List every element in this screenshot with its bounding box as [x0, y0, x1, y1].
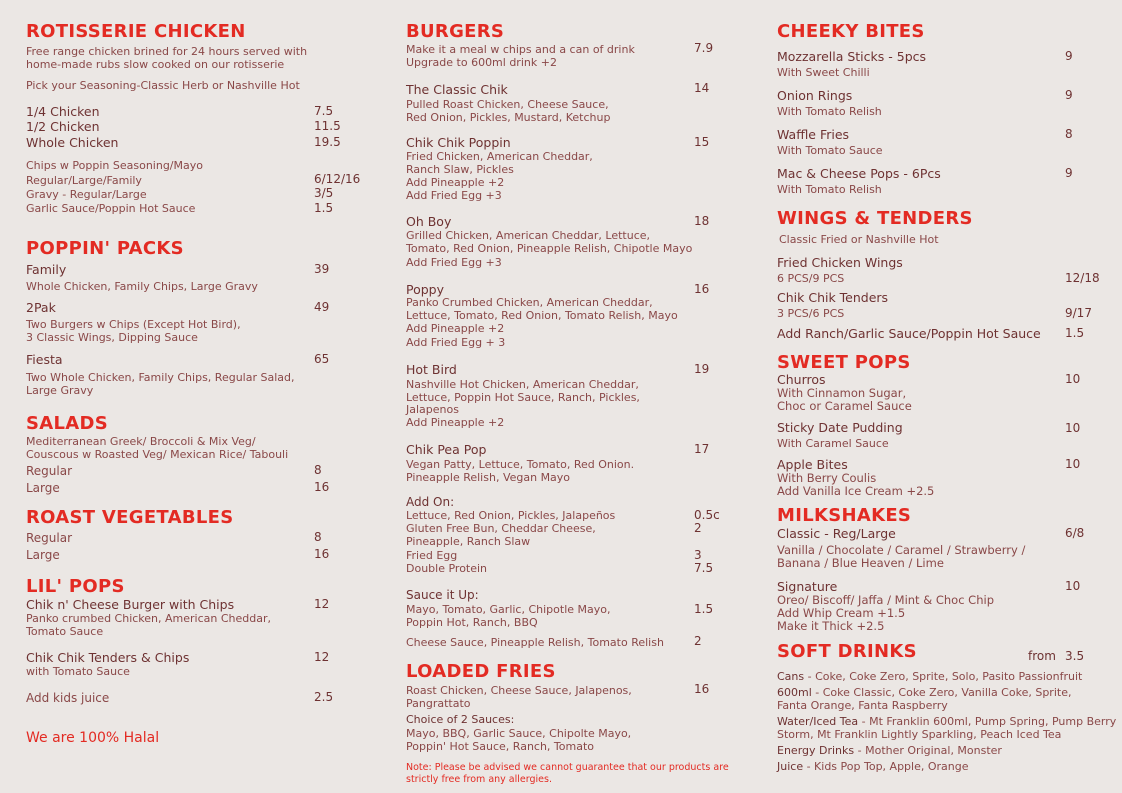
- sweet-pops-heading: SWEET POPS: [777, 352, 911, 373]
- drinks-category: Juice: [777, 760, 804, 773]
- menu-item-desc: With Cinnamon Sugar,: [777, 386, 907, 400]
- menu-item-desc: Poppin' Hot Sauce, Ranch, Tomato: [406, 740, 595, 753]
- menu-item-desc: Two Whole Chicken, Family Chips, Regular Salad,: [26, 371, 295, 384]
- side-item-price: 3/5: [314, 186, 334, 200]
- halal-notice: We are 100% Halal: [26, 730, 160, 746]
- menu-item-name: Mozzarella Sticks - 5pcs: [777, 49, 927, 64]
- menu-item-addon: Add Vanilla Ice Cream +2.5: [777, 484, 935, 498]
- drinks-list: - Coke, Coke Zero, Sprite, Solo, Pasito Passionfruit: [804, 670, 1083, 683]
- menu-item-name: 1/4 Chicken: [26, 104, 100, 119]
- menu-item-price: 16: [314, 547, 330, 561]
- side-item-name: Gravy - Regular/Large: [26, 188, 147, 201]
- drinks-line: Fanta Orange, Fanta Raspberry: [777, 699, 948, 712]
- menu-item-price: 17: [694, 442, 710, 456]
- drinks-list: - Coke Classic, Coke Zero, Vanilla Coke, Sprite,: [811, 686, 1072, 699]
- menu-item-name: Whole Chicken: [26, 135, 119, 150]
- menu-item-addon: Add Fried Egg +3: [406, 256, 502, 269]
- sauce-item: Poppin Hot, Ranch, BBQ: [406, 616, 538, 629]
- menu-item-price: 10: [1065, 372, 1081, 386]
- menu-item-desc: Panko Crumbed Chicken, American Cheddar,: [406, 296, 653, 309]
- drinks-list: - Mother Original, Monster: [854, 744, 1002, 757]
- menu-item-desc: With Sweet Chilli: [777, 66, 870, 79]
- drinks-line: [777, 760, 969, 773]
- add-on-price: 2: [694, 521, 702, 535]
- menu-item-name: 1/2 Chicken: [26, 119, 100, 134]
- menu-item-name: Churros: [777, 372, 826, 387]
- drinks-category: Cans: [777, 670, 805, 683]
- menu-item-desc: Mayo, BBQ, Garlic Sauce, Chipolte Mayo,: [406, 727, 632, 740]
- menu-item-name: Family: [26, 262, 67, 277]
- drinks-line: [777, 670, 1082, 683]
- add-on-price: 0.5c: [694, 508, 720, 522]
- add-on-price: 7.5: [694, 561, 714, 575]
- menu-item-price: 19: [694, 362, 710, 376]
- menu-item-desc: Tomato, Red Onion, Pineapple Relish, Chipotle Mayo: [406, 242, 693, 255]
- menu-item-price: 9: [1065, 88, 1073, 102]
- meal-upgrade-text: Upgrade to 600ml drink +2: [406, 56, 557, 69]
- menu-item-name: Chik Pea Pop: [406, 442, 487, 457]
- allergy-note: strictly free from any allergies.: [406, 774, 552, 785]
- drinks-line: Storm, Mt Franklin Lightly Sparkling, Peach Iced Tea: [777, 728, 1062, 741]
- poppin-packs-heading: POPPIN' PACKS: [26, 238, 184, 259]
- menu-item-desc: With Tomato Sauce: [777, 144, 883, 157]
- sauce-item: Cheese Sauce, Pineapple Relish, Tomato Relish: [406, 636, 664, 649]
- salads-desc: Mediterranean Greek/ Broccoli & Mix Veg/: [26, 435, 256, 448]
- drinks-category: Water/Iced Tea: [777, 715, 859, 728]
- roast-vegetables-heading: ROAST VEGETABLES: [26, 507, 234, 528]
- menu-item-name: Regular: [26, 464, 73, 478]
- menu-item-name: Fiesta: [26, 352, 63, 367]
- menu-item-price: 10: [1065, 457, 1081, 471]
- menu-item-desc: Pineapple Relish, Vegan Mayo: [406, 471, 571, 484]
- seasoning-text: Pick your Seasoning-Classic Herb or Nashville Hot: [26, 79, 300, 92]
- menu-item-name: Large: [26, 548, 60, 562]
- menu-item-price: 10: [1065, 579, 1081, 593]
- add-on-item: Pineapple, Ranch Slaw: [406, 535, 531, 548]
- menu-item-desc: With Caramel Sauce: [777, 437, 889, 450]
- menu-item-price: 8: [314, 463, 322, 477]
- menu-item-addon: Add Fried Egg +3: [406, 189, 502, 202]
- rotisserie-desc: Free range chicken brined for 24 hours served with: [26, 45, 308, 58]
- menu-item-price: 65: [314, 352, 330, 366]
- add-on-item: Fried Egg: [406, 549, 458, 562]
- menu-item-price: 19.5: [314, 135, 341, 149]
- drinks-list: - Kids Pop Top, Apple, Orange: [803, 760, 969, 773]
- menu-item-name: Regular: [26, 531, 73, 545]
- menu-item-addon: Add Pineapple +2: [406, 322, 505, 335]
- menu-item-price: 9: [1065, 166, 1073, 180]
- menu-item-price: 12/18: [1065, 271, 1100, 285]
- rotisserie-desc: home-made rubs slow cooked on our rotisserie: [26, 58, 285, 71]
- menu-item-desc: With Tomato Relish: [777, 105, 882, 118]
- menu-item-desc: Panko crumbed Chicken, American Cheddar,: [26, 612, 271, 625]
- drinks-category: 600ml: [777, 686, 812, 699]
- menu-item-price: 11.5: [314, 119, 341, 133]
- add-on-item: Gluten Free Bun, Cheddar Cheese,: [406, 522, 596, 535]
- menu-item-price: 7.5: [314, 104, 334, 118]
- menu-item-desc: Large Gravy: [26, 384, 94, 397]
- menu-item-price: 10: [1065, 421, 1081, 435]
- allergy-note: Note: Please be advised we cannot guarantee that our products are: [406, 762, 729, 773]
- soft-drinks-heading: SOFT DRINKS: [777, 641, 917, 662]
- lil-pops-heading: LIL' POPS: [26, 576, 125, 597]
- menu-item-desc: With Berry Coulis: [777, 471, 877, 485]
- side-item-name: Regular/Large/Family: [26, 174, 142, 187]
- menu-item-price: 18: [694, 214, 710, 228]
- salads-heading: SALADS: [26, 413, 109, 434]
- menu-item-desc: Ranch Slaw, Pickles: [406, 163, 514, 176]
- menu-item-desc: Nashville Hot Chicken, American Cheddar,: [406, 378, 639, 391]
- wings-subtitle: Classic Fried or Nashville Hot: [779, 233, 939, 246]
- menu-item-price: 8: [314, 530, 322, 544]
- menu-item-desc: Lettuce, Tomato, Red Onion, Tomato Relish, Mayo: [406, 309, 678, 322]
- menu-item-price: 16: [694, 282, 710, 296]
- drinks-list: - Mt Franklin 600ml, Pump Spring, Pump Berry: [858, 715, 1117, 728]
- side-item-price: 1.5: [314, 201, 334, 215]
- add-on-item: Lettuce, Red Onion, Pickles, Jalapeños: [406, 509, 616, 522]
- menu-item-desc: Roast Chicken, Cheese Sauce, Jalapenos,: [406, 684, 632, 697]
- loaded-fries-heading: LOADED FRIES: [406, 661, 556, 682]
- menu-item-desc: Banana / Blue Heaven / Lime: [777, 556, 944, 570]
- menu-item-price: 14: [694, 81, 710, 95]
- menu-item-name: The Classic Chik: [406, 82, 508, 97]
- menu-item-desc: Two Burgers w Chips (Except Hot Bird),: [26, 318, 241, 331]
- menu-item-desc: Whole Chicken, Family Chips, Large Gravy: [26, 280, 258, 293]
- wings-tenders-heading: WINGS & TENDERS: [777, 208, 973, 229]
- soft-drinks-from: from: [1028, 649, 1056, 663]
- menu-item-name: Apple Bites: [777, 457, 848, 472]
- menu-item-name: Onion Rings: [777, 88, 853, 103]
- cheeky-bites-heading: CHEEKY BITES: [777, 21, 925, 42]
- menu-item-price: 6/8: [1065, 526, 1085, 540]
- menu-item-price: 12: [314, 597, 330, 611]
- menu-item-addon: Add Fried Egg + 3: [406, 336, 506, 349]
- menu-item-price: 9: [1065, 49, 1073, 63]
- side-item-name: Garlic Sauce/Poppin Hot Sauce: [26, 202, 196, 215]
- menu-item-desc: Pulled Roast Chicken, Cheese Sauce,: [406, 98, 609, 111]
- menu-item-addon: Add Pineapple +2: [406, 176, 505, 189]
- side-item-price: 6/12/16: [314, 172, 361, 186]
- menu-item-desc: With Tomato Relish: [777, 183, 882, 196]
- menu-item-price: 16: [314, 480, 330, 494]
- menu-item-desc: Jalapenos: [406, 403, 459, 416]
- menu-item-name: Oh Boy: [406, 214, 452, 229]
- menu-item-addon: Add Pineapple +2: [406, 416, 505, 429]
- menu-item-name: Add Ranch/Garlic Sauce/Poppin Hot Sauce: [777, 326, 1041, 341]
- menu-item-desc: with Tomato Sauce: [26, 665, 130, 678]
- drinks-line: [777, 686, 1071, 699]
- add-on-price: 3: [694, 548, 702, 562]
- menu-item-desc: Tomato Sauce: [26, 625, 104, 638]
- menu-item-desc: Pangrattato: [406, 697, 471, 710]
- drinks-line: [777, 715, 1116, 728]
- soft-drinks-price: 3.5: [1065, 649, 1085, 663]
- drinks-line: [777, 744, 1002, 757]
- menu-item-desc: Lettuce, Poppin Hot Sauce, Ranch, Pickles,: [406, 391, 640, 404]
- menu-item-desc: Fried Chicken, American Cheddar,: [406, 150, 593, 163]
- menu-item-price: 2.5: [314, 690, 334, 704]
- sauce-price: 1.5: [694, 602, 714, 616]
- menu-item-name: Chik Chik Tenders: [777, 290, 889, 305]
- menu-item-price: 12: [314, 650, 330, 664]
- menu-item-price: 39: [314, 262, 330, 276]
- menu-item-addon: Make it Thick +2.5: [777, 619, 885, 633]
- menu-item-name: Poppy: [406, 282, 445, 297]
- menu-item-desc: 3 PCS/6 PCS: [777, 307, 845, 320]
- menu-item-desc: Vegan Patty, Lettuce, Tomato, Red Onion.: [406, 458, 635, 471]
- sauce-choice-heading: Choice of 2 Sauces:: [406, 713, 515, 726]
- menu-item-name: Classic - Reg/Large: [777, 526, 896, 541]
- menu-item-price: 8: [1065, 127, 1073, 141]
- menu-item-desc: Choc or Caramel Sauce: [777, 399, 912, 413]
- menu-item-desc: Grilled Chicken, American Cheddar, Lettuce,: [406, 229, 651, 242]
- menu-item-name: Large: [26, 481, 60, 495]
- meal-upgrade-text: Make it a meal w chips and a can of drink: [406, 43, 635, 56]
- menu-item-name: Chik n' Cheese Burger with Chips: [26, 597, 235, 612]
- menu-item-addon: Add Whip Cream +1.5: [777, 606, 906, 620]
- menu-item-name: Signature: [777, 579, 838, 594]
- sauce-price: 2: [694, 634, 702, 648]
- menu-item-desc: 3 Classic Wings, Dipping Sauce: [26, 331, 198, 344]
- menu-item-desc: Red Onion, Pickles, Mustard, Ketchup: [406, 111, 611, 124]
- drinks-category: Energy Drinks: [777, 744, 855, 757]
- menu-item-price: 7.9: [694, 41, 714, 55]
- menu-item-desc: Oreo/ Biscoff/ Jaffa / Mint & Choc Chip: [777, 593, 994, 607]
- milkshakes-heading: MILKSHAKES: [777, 505, 912, 526]
- rotisserie-heading: ROTISSERIE CHICKEN: [26, 21, 246, 42]
- menu-item-name: Sticky Date Pudding: [777, 420, 903, 435]
- menu-item-name: 2Pak: [26, 300, 56, 315]
- menu-item-name: Chik Chik Tenders & Chips: [26, 650, 190, 665]
- add-on-item: Double Protein: [406, 562, 488, 575]
- salads-desc: Couscous w Roasted Veg/ Mexican Rice/ Tabouli: [26, 448, 289, 461]
- burgers-heading: BURGERS: [406, 21, 505, 42]
- menu-item-price: 9/17: [1065, 306, 1092, 320]
- menu-item-name: Hot Bird: [406, 362, 457, 377]
- menu-item-price: 16: [694, 682, 710, 696]
- menu-item-price: 49: [314, 300, 330, 314]
- add-on-heading: Add On:: [406, 495, 455, 509]
- menu-item-name: Mac & Cheese Pops - 6Pcs: [777, 166, 941, 181]
- menu-item-desc: 6 PCS/9 PCS: [777, 272, 845, 285]
- menu-item-price: 1.5: [1065, 326, 1085, 340]
- menu-item-price: 15: [694, 135, 710, 149]
- menu-item-name: Fried Chicken Wings: [777, 255, 903, 270]
- menu-item-desc: Vanilla / Chocolate / Caramel / Strawberry /: [777, 543, 1026, 557]
- menu-item-name: Chik Chik Poppin: [406, 135, 511, 150]
- menu-item-name: Add kids juice: [26, 691, 110, 705]
- side-item-name: Chips w Poppin Seasoning/Mayo: [26, 159, 203, 172]
- sauce-item: Mayo, Tomato, Garlic, Chipotle Mayo,: [406, 603, 611, 616]
- menu-item-name: Waffle Fries: [777, 127, 850, 142]
- sauce-heading: Sauce it Up:: [406, 588, 479, 602]
